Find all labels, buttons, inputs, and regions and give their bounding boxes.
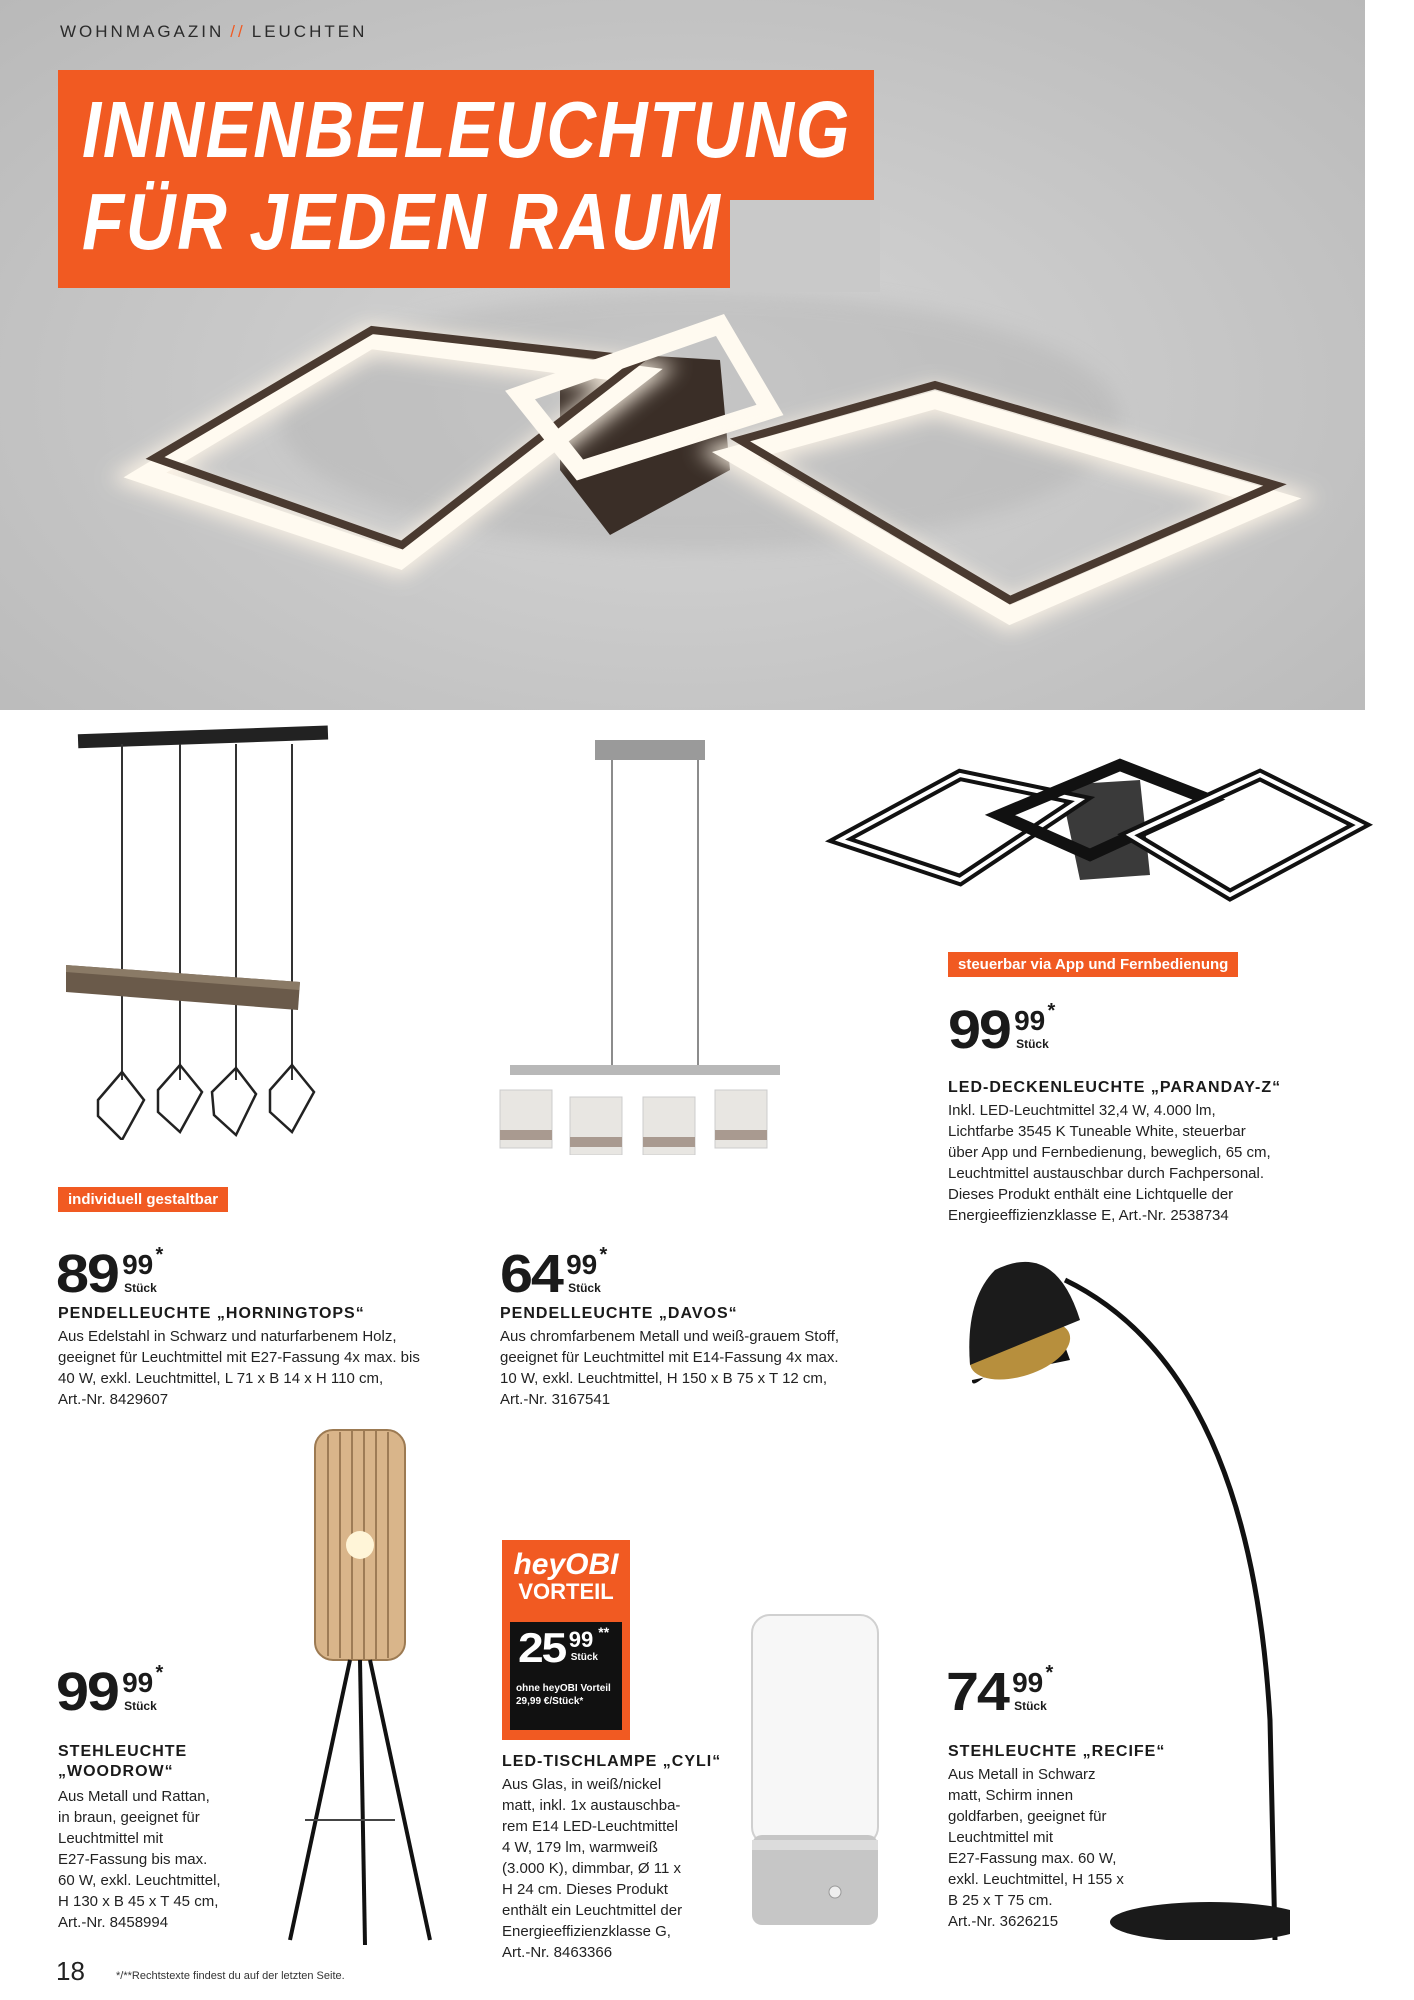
headline-line-2: FÜR JEDEN RAUM	[82, 177, 722, 266]
woodrow-unit: Stück	[124, 1699, 157, 1713]
recife-desc: Aus Metall in Schwarz matt, Schirm innen goldfarben, geeignet für Leuchtmittel mit E27-Fassung max. 60 W, exkl. Leuchtmittel, H 155 x B 25 x T 75 cm. Art.-Nr. 3626215	[948, 1766, 1124, 1930]
davos-price	[500, 1244, 608, 1304]
horningtops-price-cent: 99	[122, 1249, 154, 1280]
recife-asterisk: *	[1045, 1662, 1054, 1684]
woodrow-price	[56, 1662, 164, 1722]
cyli-title: LED-TISCHLAMPE „CYLI“	[502, 1753, 722, 1770]
horningtops-asterisk: *	[155, 1244, 164, 1266]
davos-unit: Stück	[568, 1281, 601, 1295]
heyobi-badge	[502, 1540, 630, 1740]
woodrow-asterisk: *	[155, 1662, 164, 1684]
woodrow-lamp-image	[270, 1420, 450, 1950]
horningtops-unit: Stück	[124, 1281, 157, 1295]
paranday-desc: Inkl. LED-Leuchtmittel 32,4 W, 4.000 lm, Lichtfarbe 3545 K Tuneable White, steuerbar über App und Fernbedienung, beweglich, 65 cm, Leuchtmittel austauschbar durch Fachpersonal. Dieses Produkt enthält eine Lichtquelle der Energieeffizienzklasse E, Art.-Nr. 2538734	[948, 1102, 1271, 1224]
paranday-unit: Stück	[1016, 1037, 1049, 1051]
footer-note[interactable]: */**Rechtstexte findest du auf der letzten Seite.	[116, 1970, 345, 1982]
recife-price-cent: 99	[1012, 1667, 1044, 1698]
horningtops-price-euro: 89	[56, 1244, 118, 1304]
paranday-asterisk: *	[1047, 1000, 1056, 1022]
woodrow-title: STEHLEUCHTE „WOODROW“	[58, 1743, 188, 1780]
paranday-price	[948, 1000, 1056, 1060]
recife-price-euro: 74	[946, 1662, 1008, 1722]
recife-title: STEHLEUCHTE „RECIFE“	[948, 1743, 1166, 1760]
recife-unit: Stück	[1014, 1699, 1047, 1713]
woodrow-desc: Aus Metall und Rattan, in braun, geeignet für Leuchtmittel mit E27-Fassung bis max. 60 W, exkl. Leuchtmittel, H 130 x B 45 x T 45 cm, Art.-Nr. 8458994	[58, 1788, 221, 1931]
paranday-title: LED-DECKENLEUCHTE „PARANDAY-Z“	[948, 1079, 1282, 1096]
horningtops-desc: Aus Edelstahl in Schwarz und naturfarbenem Holz, geeignet für Leuchtmittel mit E27-Fassung 4x max. bis 40 W, exkl. Leuchtmittel, L 71 x B 14 x H 110 cm, Art.-Nr. 8429607	[58, 1328, 420, 1408]
paranday-price-cent: 99	[1014, 1005, 1046, 1036]
cyli-note: ohne heyOBI Vorteil 29,99 €/Stück*	[516, 1683, 611, 1707]
heyobi-price-box	[510, 1622, 622, 1730]
cyli-desc: Aus Glas, in weiß/nickel matt, inkl. 1x austauschba- rem E14 LED-Leuchtmittel 4 W, 179 lm, warmweiß (3.000 K), dimmbar, Ø 11 x H 24 cm. Dieses Produkt enthält ein Leuchtmittel der Energieeffizienzklasse G, Art.-Nr. 8463366	[502, 1776, 683, 1961]
cyli-price-euro: 25	[518, 1624, 565, 1671]
woodrow-price-cent: 99	[122, 1667, 154, 1698]
headline-notch	[730, 200, 880, 292]
davos-price-cent: 99	[566, 1249, 598, 1280]
recife-price	[946, 1662, 1054, 1722]
davos-lamp-image	[490, 735, 790, 1155]
davos-price-euro: 64	[500, 1244, 562, 1304]
headline-line-1: INNENBELEUCHTUNG	[82, 85, 852, 174]
cyli-unit: Stück	[570, 1652, 598, 1663]
davos-title: PENDELLEUCHTE „DAVOS“	[500, 1305, 738, 1322]
horningtops-tag: individuell gestaltbar	[58, 1187, 228, 1212]
heyobi-badge-line2: VORTEIL	[518, 1579, 614, 1604]
horningtops-title: PENDELLEUCHTE „HORNINGTOPS“	[58, 1305, 365, 1322]
breadcrumb-page[interactable]: LEUCHTEN	[251, 22, 368, 41]
breadcrumb	[60, 22, 367, 42]
cyli-price-cent: 99	[568, 1627, 594, 1652]
heyobi-badge-line1: heyOBI	[513, 1548, 619, 1581]
davos-asterisk: *	[599, 1244, 608, 1266]
page-number: 18	[56, 1956, 85, 1986]
paranday-lamp-image	[820, 755, 1380, 915]
cyli-asterisk: **	[598, 1624, 610, 1640]
horningtops-price	[56, 1244, 164, 1304]
cyli-lamp-image	[740, 1610, 890, 1940]
horningtops-lamp-image	[40, 720, 340, 1140]
davos-desc: Aus chromfarbenem Metall und weiß-grauem Stoff, geeignet für Leuchtmittel mit E14-Fassung 4x max. 10 W, exkl. Leuchtmittel, H 150 x B 75 x T 12 cm, Art.-Nr. 3167541	[500, 1328, 840, 1408]
paranday-price-euro: 99	[948, 1000, 1010, 1060]
breadcrumb-section[interactable]: WOHNMAGAZIN	[60, 22, 225, 41]
hero-banner	[0, 0, 1365, 710]
paranday-tag: steuerbar via App und Fernbedienung	[948, 952, 1238, 977]
woodrow-price-euro: 99	[56, 1662, 118, 1722]
breadcrumb-separator: //	[230, 22, 246, 41]
